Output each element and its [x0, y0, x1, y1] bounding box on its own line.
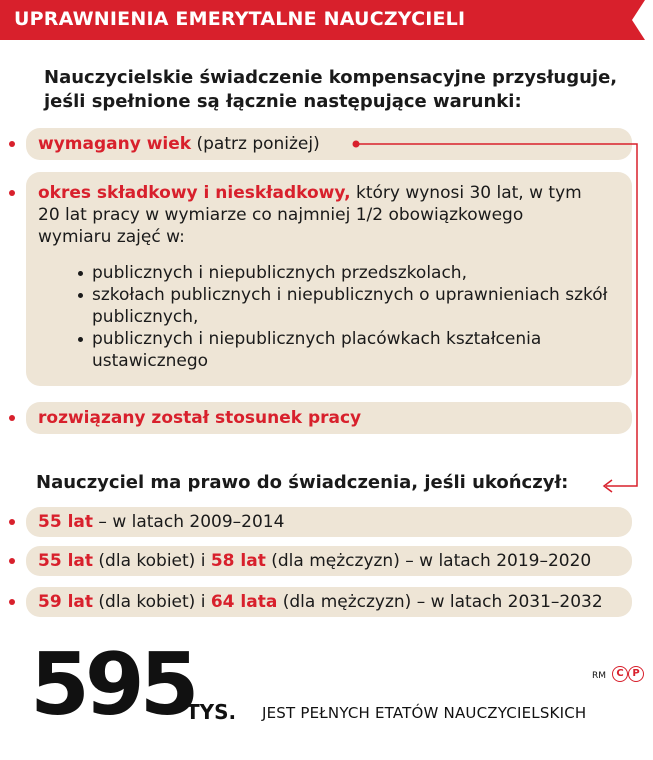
publisher-icon: P: [628, 666, 644, 682]
age-row-1: [38, 510, 284, 534]
list-bullet: [78, 337, 83, 342]
condition-age-rest: (patrz poniżej): [191, 134, 320, 154]
age-text: (dla kobiet) i: [93, 592, 211, 612]
condition-termination: [38, 406, 361, 430]
institution-list: [78, 262, 618, 372]
age-period: (dla mężczyzn) – w latach 2031–2032: [277, 592, 603, 612]
bullet-dot: [9, 190, 15, 196]
age-row-2: [38, 549, 591, 573]
age-period: (dla mężczyzn) – w latach 2019–2020: [265, 551, 592, 571]
big-number-caption: JEST PEŁNYCH ETATÓW NAUCZYCIELSKICH: [262, 704, 587, 722]
bullet-dot: [9, 141, 15, 147]
list-item-text: publicznych i niepublicznych placówkach kształcenia ustawicznego: [92, 329, 542, 371]
page-title: UPRAWNIENIA EMERYTALNE NAUCZYCIELI: [14, 8, 466, 30]
age-text: (dla kobiet) i: [93, 551, 211, 571]
list-item-text: szkołach publicznych i niepublicznych o uprawnieniach szkół publicznych,: [92, 285, 608, 327]
intro-text: Nauczycielskie świadczenie kompensacyjne przysługuje, jeśli spełnione są łącznie następujące warunki:: [44, 67, 618, 112]
condition-period-bold: okres składkowy i nieskładkowy,: [38, 183, 351, 203]
list-item: [78, 284, 618, 328]
age-value: 55 lat: [38, 512, 94, 532]
age-value-women: 55 lat: [38, 551, 94, 571]
big-number-unit: TYS.: [186, 700, 237, 724]
bullet-dot: [9, 599, 15, 605]
age-period: – w latach 2009–2014: [93, 512, 285, 532]
age-value-men: 58 lat: [210, 551, 266, 571]
condition-period-rest: który wynosi 30 lat, w tym 20 lat pracy w wymiarze co najmniej 1/2 obowiązkowego wymiaru zajęć w:: [38, 183, 582, 247]
list-item: [78, 262, 618, 284]
title-banner: [0, 0, 645, 40]
copyright-icon: C: [612, 666, 628, 682]
list-item-text: publicznych i niepublicznych przedszkolach,: [92, 263, 467, 283]
age-value-women: 59 lat: [38, 592, 94, 612]
list-bullet: [78, 293, 83, 298]
list-bullet: [78, 271, 83, 276]
list-item: [78, 328, 618, 372]
bullet-dot: [9, 519, 15, 525]
bullet-dot: [9, 558, 15, 564]
age-heading: Nauczyciel ma prawo do świadczenia, jeśli ukończył:: [36, 472, 569, 493]
bullet-dot: [9, 415, 15, 421]
condition-termination-bold: rozwiązany został stosunek pracy: [38, 408, 362, 428]
condition-age: [38, 132, 320, 156]
condition-age-bold: wymagany wiek: [38, 134, 192, 154]
author-credit: RM: [592, 671, 607, 681]
condition-period: [38, 182, 598, 248]
big-number: 595: [30, 635, 195, 735]
age-value-men: 64 lata: [210, 592, 278, 612]
age-row-3: [38, 590, 603, 614]
